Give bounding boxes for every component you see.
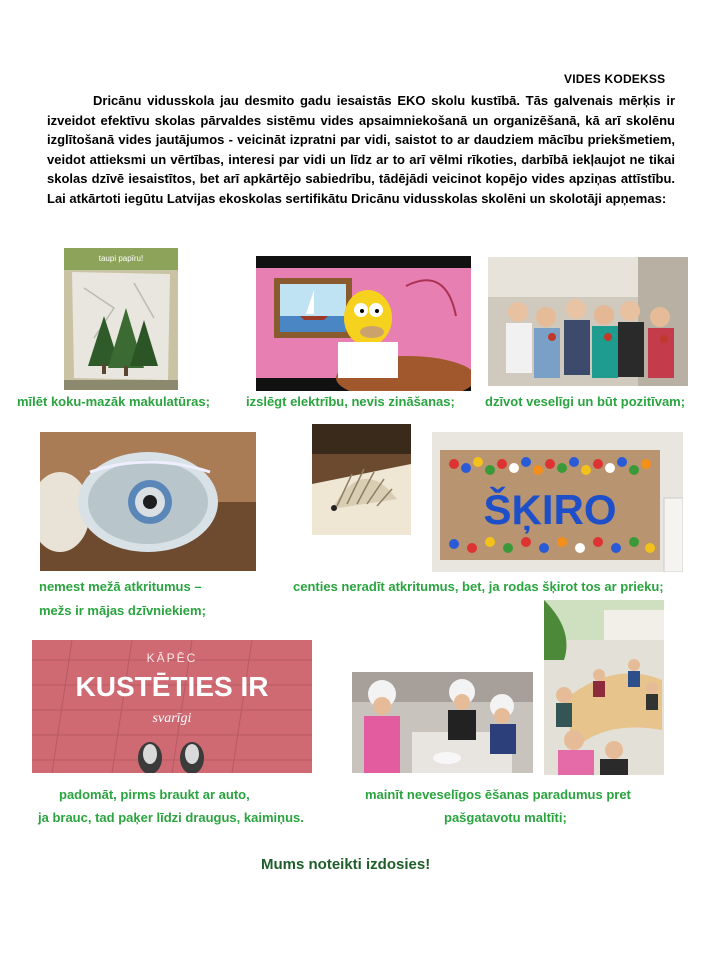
poster-line1: KĀPĒC xyxy=(146,651,198,665)
caption-food-line1: mainīt neveselīgos ēšanas paradumus pret xyxy=(365,787,631,802)
document-title: VIDES KODEKSS xyxy=(564,72,666,86)
caption-electricity: izslēgt elektrību, nevis zināšanas; xyxy=(246,394,455,409)
poster-line3: svarīgi xyxy=(152,711,192,726)
dining-table-photo xyxy=(544,600,664,775)
bottle-animal-photo xyxy=(40,432,256,571)
paper-label: taupi papīru! xyxy=(98,254,144,263)
cartoon-screenshot xyxy=(256,256,471,391)
caption-car-line1: padomāt, pirms braukt ar auto, xyxy=(59,787,250,802)
caption-litter-line2: mežs ir mājas dzīvniekiem; xyxy=(39,603,206,618)
caps-word: ŠĶIRO xyxy=(483,486,617,533)
cooking-kids-photo xyxy=(352,672,533,773)
movement-poster-photo xyxy=(32,640,312,773)
paper-trees-photo xyxy=(64,248,178,390)
caption-car-line2: ja brauc, tad paķer līdzi draugus, kaimiņus. xyxy=(38,810,304,825)
book-hedgehog-photo xyxy=(312,424,411,535)
caption-sorting: centies neradīt atkritumus, bet, ja rodas šķirot tos ar prieku; xyxy=(293,579,664,594)
intro-paragraph: Dricānu vidusskola jau desmito gadu iesaistās EKO skolu kustībā. Tās galvenais mērķis ir izveidot efektīvu skolas pārvaldes sistēmu vides apsaimniekošanā un organizēšanā, kā arī skolēnu izglītošanā vides jautājumos - veicināt izpratni par vidi, saistot to ar daudziem mācību priekšmetiem, veidot attieksmi un vērtības, interesi par vidi un līdz ar to arī vēlmi rīkoties, darbībā iekļaujot ne tikai skolas dzīvē iesaistītos, bet arī apkārtējo sabiedrību, tādējādi veicinot kopējo vides apziņas attīstību. Lai atkārtoti iegūtu Latvijas ekoskolas sertifikātu Dricānu vidusskolas skolēni un skolotāji apņemas: xyxy=(47,93,675,206)
students-group-photo xyxy=(488,257,688,386)
closing-statement: Mums noteikti izdosies! xyxy=(261,856,431,873)
caption-food-line2: pašgatavotu maltīti; xyxy=(444,810,567,825)
bottle-caps-art-photo xyxy=(432,432,683,572)
caption-litter-line1: nemest mežā atkritumus – xyxy=(39,579,202,594)
caption-trees: mīlēt koku-mazāk makulatūras; xyxy=(17,394,210,409)
caption-healthy: dzīvot veselīgi un būt pozitīvam; xyxy=(485,394,686,409)
poster-line2: KUSTĒTIES IR xyxy=(75,671,269,702)
